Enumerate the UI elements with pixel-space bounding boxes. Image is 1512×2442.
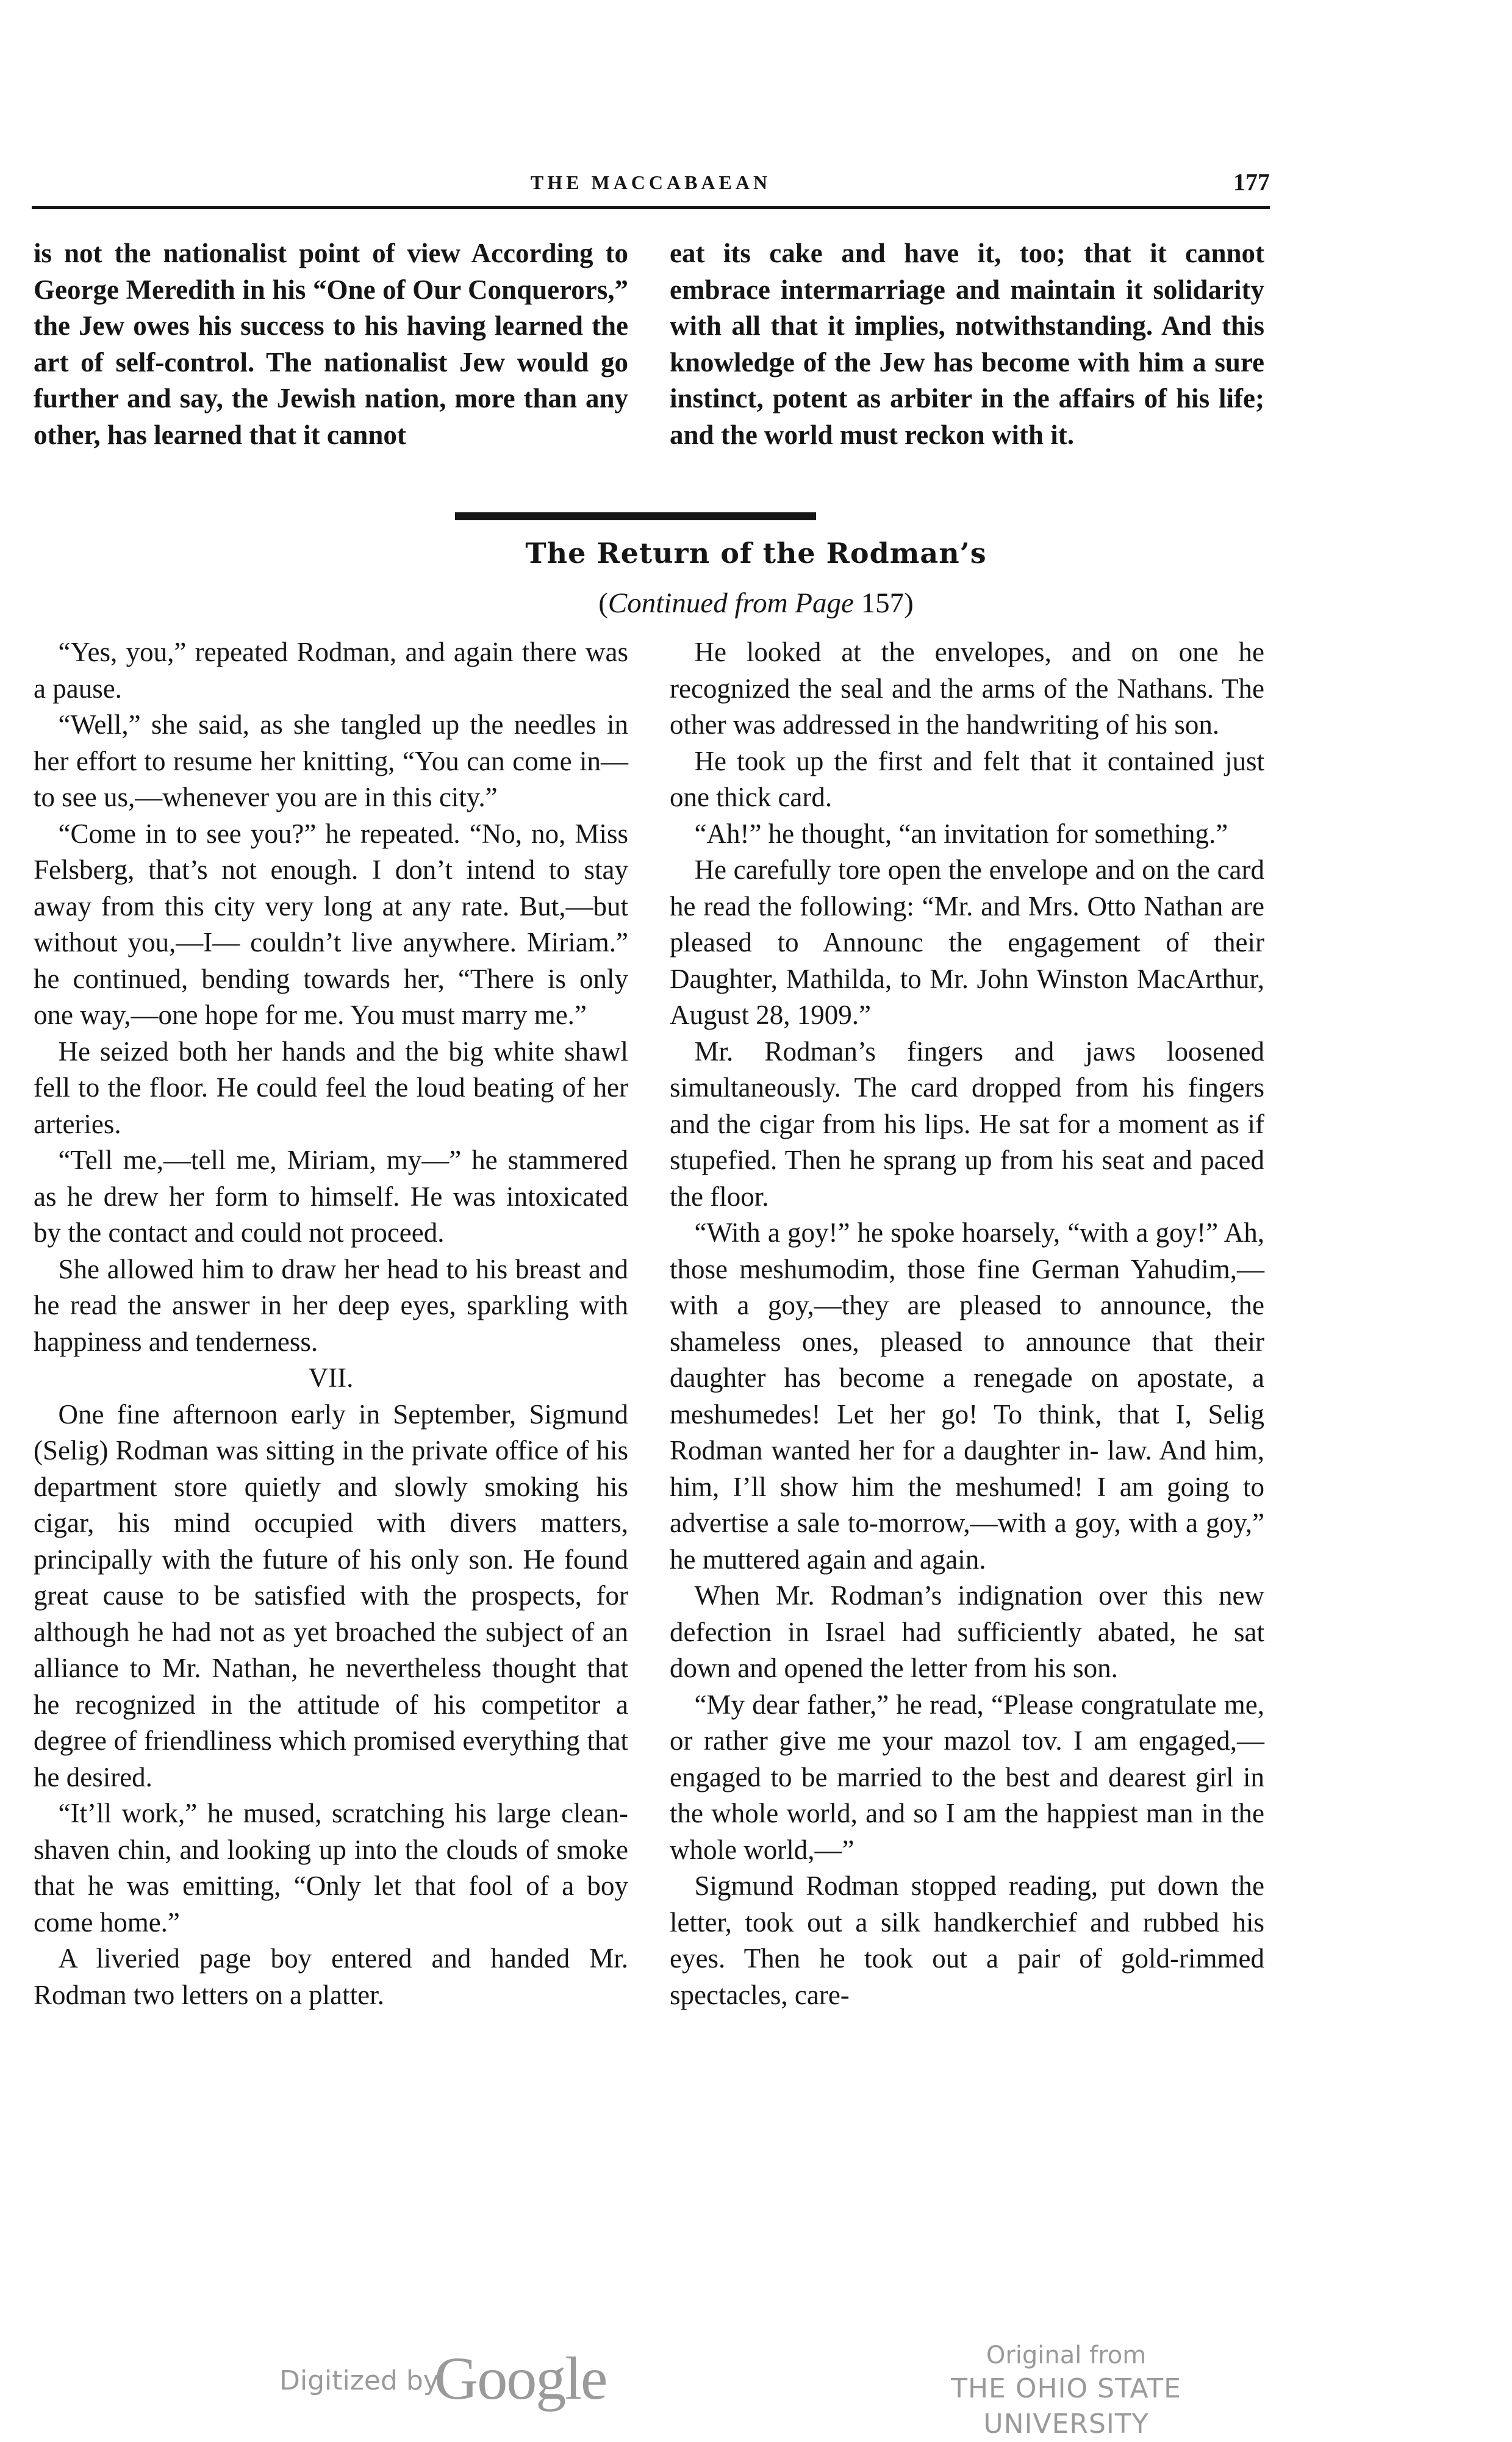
story-right-column: [670, 634, 1264, 2013]
paragraph: He carefully tore open the envelope and on the card he read the following: “Mr. and Mrs. Otto Nathan are pleased to Announc the engagement of their Daughter, Mathilda, to Mr. John Winston MacArthur, August 28, 1909.”: [670, 854, 1264, 1030]
continued-note: [0, 587, 1512, 620]
paragraph: A liveried page boy entered and handed Mr. Rodman two letters on a platter.: [34, 1943, 628, 2010]
continued-open-paren: (: [598, 587, 608, 619]
paragraph: “It’ll work,” he mused, scratching his large clean-shaven chin, and looking up into the clouds of smoke that he was emitting, “Only let that fool of a boy come home.”: [34, 1798, 628, 1938]
header-rule: [32, 206, 1270, 209]
paragraph: When Mr. Rodman’s indignation over this new defection in Israel had sufficiently abated, he sat down and opened the letter from his son.: [670, 1580, 1264, 1683]
university-name: THE OHIO STATE UNIVERSITY: [951, 2373, 1181, 2440]
top-left-paragraph: is not the nationalist point of view According to George Meredith in his “One of Our Conquerors,” the Jew owes his success to his having learned the art of self-control. The nationalist Jew would go further and say, the Jewish nation, more than any other, has learned that it cannot: [34, 238, 628, 450]
story-left-column: [34, 634, 628, 2013]
continued-text: Continued from Page: [607, 587, 854, 619]
source-attribution: [876, 2340, 1256, 2442]
paragraph: One fine afternoon early in September, Sigmund (Selig) Rodman was sitting in the private office of his department store quietly and slowly smoking his cigar, his mind occupied with divers matters, principally with the future of his only son. He found great cause to be satisfied with the prospects, for although he had not as yet broached the subject of an alliance to Mr. Nathan, he nevertheless thought that he recognized in the attitude of his competitor a degree of friendliness which promised everything that he desired.: [34, 1398, 628, 1792]
paragraph: “With a goy!” he spoke hoarsely, “with a goy!” Ah, those meshumodim, those fine German Yahudim,—with a goy,—they are pleased to announce, the shameless ones, pleased to announce that their daughter has become a renegade on apostate, a meshumedes! Let her go! To think, that I, Selig Rodman wanted her for a daughter in- law. And him, him, I’ll show him the meshumed! I am going to advertise a sale to-morrow,—with a goy, with a goy,” he muttered again and again.: [670, 1217, 1264, 1575]
section-number: VII.: [308, 1362, 354, 1393]
running-title: THE MACCABAEAN: [530, 171, 772, 193]
paragraph: Mr. Rodman’s fingers and jaws loosened simultaneously. The card dropped from his fingers and the cigar from his lips. He sat for a moment as if stupefied. Then he sprang up from his seat and paced the floor.: [670, 1036, 1264, 1212]
top-right-column: [670, 235, 1264, 453]
paragraph: “Tell me,—tell me, Miriam, my—” he stammered as he drew her form to himself. He was intoxicated by the contact and could not proceed.: [34, 1145, 628, 1248]
story-title: The Return of the Rodman’s: [525, 537, 987, 570]
paragraph: He seized both her hands and the big white shawl fell to the floor. He could feel the loud beating of her arteries.: [34, 1036, 628, 1139]
title-rule: [455, 512, 816, 520]
paragraph: She allowed him to draw her head to his breast and he read the answer in her deep eyes, sparkling with happiness and tenderness.: [34, 1253, 628, 1357]
paragraph: He took up the first and felt that it contained just one thick card.: [670, 745, 1264, 812]
continued-page: 157): [861, 587, 914, 619]
original-from-text: Original from: [986, 2341, 1147, 2369]
paragraph: Sigmund Rodman stopped reading, put down the letter, took out a silk handkerchief and rubbed his eyes. Then he took out a pair of gold-rimmed spectacles, care-: [670, 1871, 1264, 2010]
top-right-paragraph: eat its cake and have it, too; that it cannot embrace intermarriage and maintain it solidarity with all that it implies, notwithstanding. And this knowledge of the Jew has become with him a sure instinct, potent as arbiter in the affairs of his life; and the world must reckon with it.: [670, 238, 1264, 450]
digitized-by-text: Digitized by: [279, 2365, 439, 2396]
paragraph: “Well,” she said, as she tangled up the needles in her effort to resume her knitting, “You can come in—to see us,—whenever you are in this city.”: [34, 709, 628, 812]
page-number: 177: [1233, 168, 1270, 196]
running-head: [32, 168, 1270, 204]
paragraph: “My dear father,” he read, “Please congratulate me, or rather give me your mazol tov. I am engaged,—engaged to be married to the best and dearest girl in the whole world, and so I am the happiest man in the whole world,—”: [670, 1689, 1264, 1865]
paragraph: “Come in to see you?” he repeated. “No, no, Miss Felsberg, that’s not enough. I don’t intend to stay away from this city very long at any rate. But,—but without you,—I— couldn’t live anywhere. Miriam.” he continued, bending towards her, “There is only one way,—one hope for me. You must marry me.”: [34, 818, 628, 1030]
top-left-column: [34, 235, 628, 453]
paragraph: “Ah!” he thought, “an invitation for something.”: [694, 818, 1228, 849]
paragraph: He looked at the envelopes, and on one he recognized the seal and the arms of the Nathans. The other was addressed in the handwriting of his son.: [670, 637, 1264, 740]
google-logo: Google: [434, 2344, 607, 2412]
paragraph: “Yes, you,” repeated Rodman, and again there was a pause.: [34, 637, 628, 704]
